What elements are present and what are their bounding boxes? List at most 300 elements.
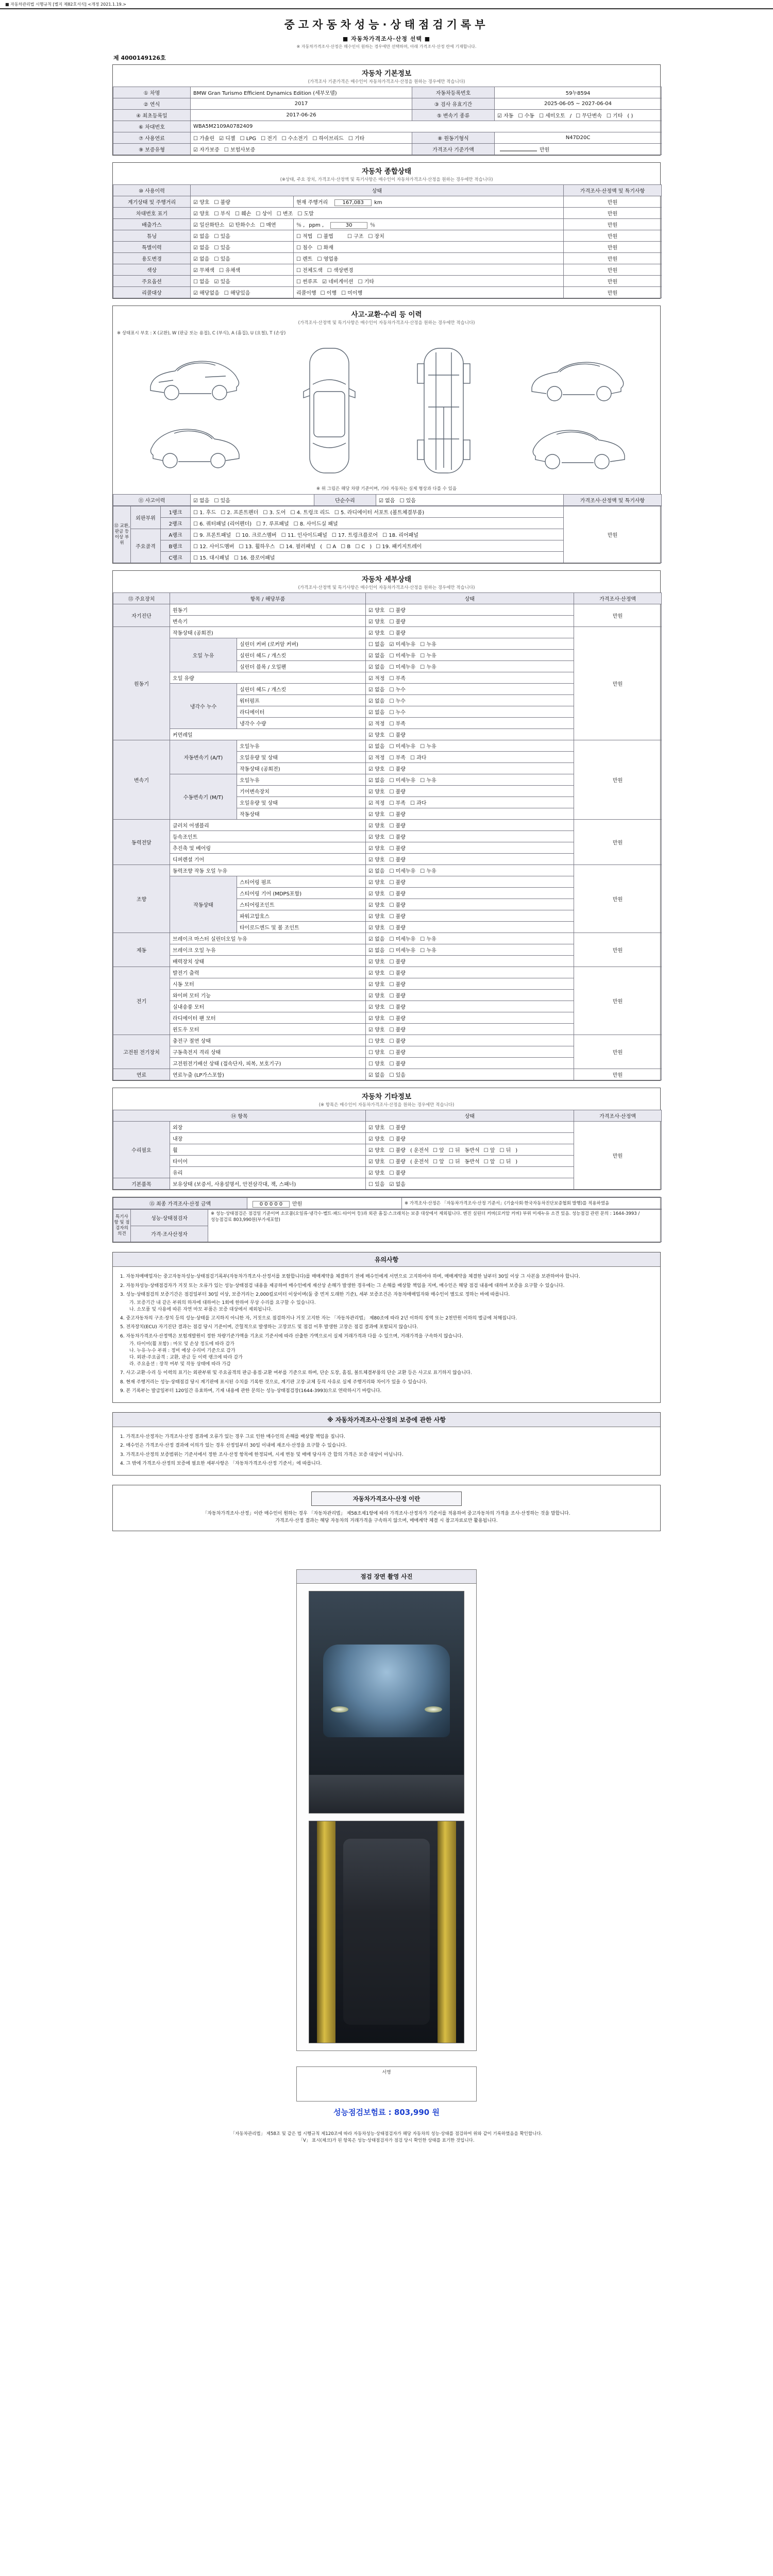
- checkbox-option[interactable]: ☐ 불량: [389, 1171, 406, 1176]
- notice-item: 4. 중고자동차의 구조·장치 등의 성능·상태를 고지하지 아니한 자, 거짓으로 점검하거나 거짓 고지한 자는 「자동차관리법」 제80조에 따라 2년 이하의 징역 또는 2천만원 이하의 벌금에 처해집니다.: [120, 1315, 517, 1321]
- checkbox-option[interactable]: ☐ 불량: [389, 1125, 406, 1131]
- checkbox-option[interactable]: ☐ 부족: [389, 676, 406, 682]
- table-row: [113, 933, 662, 944]
- checkbox-option[interactable]: ☑ 없음: [389, 1182, 406, 1188]
- checkbox-option[interactable]: ☐ 있음: [214, 498, 230, 504]
- table-row: [113, 132, 662, 144]
- checkbox-option[interactable]: ☐ 불량: [389, 1016, 406, 1022]
- value-cell: [294, 276, 564, 287]
- car-top-view: [298, 344, 360, 477]
- checkbox-option[interactable]: ☐ 불량: [389, 1148, 406, 1154]
- checkbox-option[interactable]: ☑ 해당없음: [193, 291, 220, 296]
- value-cell: [366, 842, 574, 854]
- value-cell: [366, 820, 574, 831]
- value-cell: 만원: [564, 287, 662, 298]
- value-cell: [191, 144, 412, 155]
- checkbox-option[interactable]: ☐ 변조: [276, 211, 293, 217]
- value-cell: [366, 650, 574, 661]
- checkbox-option[interactable]: ☑ 자동: [497, 113, 514, 119]
- checkbox-option[interactable]: ☑ 양호: [368, 846, 385, 852]
- checkbox-option[interactable]: ☐ 뒤: [448, 1159, 460, 1165]
- checkbox-option[interactable]: ☐ 누유: [420, 948, 436, 954]
- value-cell: [366, 661, 574, 672]
- checkbox-option[interactable]: ☐ 해당있음: [224, 291, 250, 296]
- checkbox-option[interactable]: ☑ 양호: [368, 1148, 385, 1154]
- checkbox-option[interactable]: ☐ 누유: [420, 869, 436, 874]
- value-cell: 워터펌프: [237, 695, 366, 706]
- value-box: 167,083: [334, 199, 372, 206]
- checkbox-option[interactable]: ☑ 양호: [368, 959, 385, 965]
- inline-text: ppm ,: [309, 222, 324, 228]
- checkbox-option[interactable]: ☐ 불법: [317, 234, 333, 240]
- checkbox-option[interactable]: ☑ 없음: [368, 1073, 385, 1078]
- value-cell: [366, 1058, 574, 1069]
- checkbox-option[interactable]: ☑ 양호: [193, 200, 210, 206]
- inline-text: (: [320, 544, 323, 550]
- value-cell: 만원: [574, 627, 662, 740]
- checkbox-option[interactable]: ☐ 세미오토: [539, 113, 565, 119]
- checkbox-option[interactable]: ☑ 없음: [193, 234, 210, 240]
- label-cell: 자동차등록번호: [412, 87, 495, 98]
- checkbox-option[interactable]: ☑ 적정: [368, 721, 385, 727]
- value-cell: [366, 1069, 574, 1080]
- table-row: [113, 1122, 662, 1133]
- checkbox-option[interactable]: ☑ 없음: [368, 869, 385, 874]
- value-cell: 스티어링조인트: [237, 899, 366, 910]
- checkbox-option[interactable]: ☐ 이행: [320, 291, 337, 296]
- checkbox-option[interactable]: ☐ 색상변경: [327, 268, 354, 274]
- checkbox-option[interactable]: ☐ 불량: [389, 631, 406, 636]
- checkbox-option[interactable]: ☐ 불량: [389, 880, 406, 886]
- inline-text: ％ ,: [296, 222, 305, 228]
- notice-subitem: 나. 소모품 및 사용에 따른 자연 마모 부품은 보증 대상에서 제외됩니다.: [129, 1307, 273, 1312]
- checkbox-option[interactable]: ☑ 양호: [368, 891, 385, 897]
- checkbox-option[interactable]: ☐ 뒤: [499, 1148, 511, 1154]
- value-cell: [366, 638, 574, 650]
- checkbox-option[interactable]: ☐ 유채색: [219, 268, 241, 274]
- checkbox-option[interactable]: ☑ 없음: [368, 710, 385, 716]
- checkbox-option[interactable]: ☑ 디젤: [219, 136, 236, 142]
- checkbox-option[interactable]: ☐ 불량: [389, 1005, 406, 1010]
- checkbox-option[interactable]: ☐ 앞: [483, 1148, 495, 1154]
- checkbox-option[interactable]: ☐ 양호: [368, 1039, 385, 1044]
- value-cell: [366, 1001, 574, 1012]
- checkbox-option[interactable]: ☑ 양호: [368, 1159, 385, 1165]
- checkbox-option[interactable]: ☐ 14. 필러패널: [279, 544, 316, 550]
- checkbox-option[interactable]: ☐ 무단변속: [576, 113, 602, 119]
- checkbox-option[interactable]: ☑ 없음: [368, 948, 385, 954]
- checkbox-option[interactable]: ☑ 양호: [368, 971, 385, 976]
- value-cell: 오일유량 및 상태: [237, 797, 366, 808]
- checkbox-option[interactable]: ☑ 양호: [368, 733, 385, 738]
- checkbox-option[interactable]: ☐ 누유: [420, 744, 436, 750]
- checkbox-option[interactable]: ☐ 보험사보증: [224, 147, 256, 153]
- checkbox-option[interactable]: ☐ 4. 트렁크 리드: [290, 510, 330, 516]
- value-cell: 휠: [170, 1144, 366, 1156]
- checkbox-option[interactable]: ☑ 양호: [368, 1005, 385, 1010]
- checkbox-option[interactable]: ☐ 불량: [389, 959, 406, 965]
- checkbox-option[interactable]: ☐ 누유: [420, 642, 436, 648]
- value-cell: [366, 1144, 574, 1156]
- checkbox-option[interactable]: ☐ 화재: [317, 245, 333, 251]
- checkbox-option[interactable]: ☐ 13. 휠하우스: [239, 544, 275, 550]
- checkbox-option[interactable]: ☐ 앞: [483, 1159, 495, 1165]
- checkbox-option[interactable]: ☑ 적정: [368, 676, 385, 682]
- value-cell: 만원: [574, 865, 662, 933]
- checkbox-option[interactable]: ☐ 가솔린: [193, 136, 215, 142]
- value-cell: 추진축 및 베어링: [170, 842, 366, 854]
- label-cell: ⑨ 보증유형: [113, 144, 191, 155]
- checkbox-option[interactable]: ☐ 영업용: [317, 257, 339, 262]
- value-cell: [294, 230, 564, 242]
- checkbox-option[interactable]: ☐ 침수: [296, 245, 313, 251]
- checkbox-option[interactable]: ☑ 일산화탄소: [193, 223, 225, 228]
- value-cell: [294, 242, 564, 253]
- checkbox-option[interactable]: ☐ 불량: [389, 812, 406, 818]
- checkbox-option[interactable]: ☐ 불량: [389, 891, 406, 897]
- value-cell: 고전원전기배선 상태 (접속단자, 피복, 보호기구): [170, 1058, 366, 1069]
- label-cell: 2랭크: [161, 518, 191, 529]
- checkbox-option[interactable]: ☐ 뒤: [448, 1148, 460, 1154]
- checkbox-option[interactable]: ☐ 9. 프론트패널: [193, 533, 231, 538]
- checkbox-option[interactable]: ☐ 누유: [420, 665, 436, 670]
- value-cell: 브레이크 마스터 실린더오일 누유: [170, 933, 366, 944]
- checkbox-option[interactable]: ☐ 전체도색: [296, 268, 323, 274]
- checkbox-option[interactable]: ☐ 15. 대시패널: [193, 555, 229, 561]
- checkbox-option[interactable]: ☑ 자가보증: [193, 147, 220, 153]
- label-cell: ② 연식: [113, 98, 191, 110]
- accident-history-table: [113, 494, 662, 506]
- checkbox-option[interactable]: ☐ 없음: [193, 279, 210, 285]
- checkbox-option[interactable]: ☐ 썬루프: [296, 279, 318, 285]
- value-cell: [366, 899, 574, 910]
- checkbox-option[interactable]: ☐ 누수: [389, 699, 406, 704]
- checkbox-option[interactable]: ☐ LPG: [240, 136, 257, 142]
- checkbox-option[interactable]: ☐ 도말: [297, 211, 314, 217]
- checkbox-option[interactable]: ☐ 불량: [389, 1061, 406, 1067]
- checkbox-option[interactable]: ☑ 적정: [368, 755, 385, 761]
- checkbox-option[interactable]: ☐ 렌트: [296, 257, 313, 262]
- definition-line: 가격조사·산정 결과는 해당 자동차의 거래가격을 구속하지 않으며, 매매계약 체결 시 참고자료로만 활용됩니다.: [275, 1518, 498, 1523]
- checkbox-option[interactable]: ☐ 수동: [518, 113, 534, 119]
- checkbox-option[interactable]: ☐ 장치: [368, 234, 384, 240]
- checkbox-option[interactable]: ☑ 네비게이션: [322, 279, 354, 285]
- value-cell: [294, 196, 564, 208]
- value-cell: 타이어: [170, 1156, 366, 1167]
- checkbox-option[interactable]: ☐ 부족: [389, 721, 406, 727]
- label-cell: 변속기: [113, 740, 170, 820]
- car-diagram-right-column: [527, 346, 630, 475]
- value-cell: [294, 287, 564, 298]
- checkbox-option[interactable]: ☐ 불량: [389, 823, 406, 829]
- checkbox-option[interactable]: ☑ 없음: [368, 665, 385, 670]
- checkbox-option[interactable]: ☑ 양호: [368, 903, 385, 908]
- checkbox-option[interactable]: ☑ 양호: [368, 993, 385, 999]
- checkbox-option[interactable]: ☐ 누유: [420, 778, 436, 784]
- signature-box[interactable]: [296, 2066, 477, 2102]
- checkbox-option[interactable]: ☐ 12. 사이드멤버: [193, 544, 234, 550]
- checkbox-option[interactable]: ☑ 양호: [368, 631, 385, 636]
- table-row: [113, 1198, 662, 1209]
- form-reference: [0, 0, 773, 9]
- checkbox-option[interactable]: ☐ 불량: [389, 1159, 406, 1165]
- checkbox-option[interactable]: ☐ 불량: [389, 914, 406, 920]
- table-row: [113, 264, 662, 276]
- photos-title: 점검 장면 촬영 사진: [297, 1570, 476, 1584]
- checkbox-option[interactable]: ☐ 3. 도어: [263, 510, 286, 516]
- checkbox-option[interactable]: ☐ 양호: [368, 1050, 385, 1056]
- label-cell: 연료: [113, 1069, 170, 1080]
- checkbox-option[interactable]: ☐ 수소전기: [281, 136, 308, 142]
- checkbox-option[interactable]: ☐ 불량: [389, 767, 406, 772]
- checkbox-option[interactable]: ☑ 양호: [368, 835, 385, 840]
- checkbox-option[interactable]: ☐ 불량: [389, 971, 406, 976]
- checkbox-option[interactable]: ☐ 미세누유: [389, 869, 416, 874]
- checkbox-option[interactable]: ☐ 누수: [389, 687, 406, 693]
- checkbox-option[interactable]: ☐ 과다: [410, 801, 427, 806]
- table-row: [113, 87, 662, 98]
- section-detail-condition: [112, 570, 661, 1081]
- notice-subitem: 다. 외판·주요골격 : 교환, 판금 등 이력 랭크에 따라 감가: [129, 1355, 243, 1360]
- inspector-opinion-table: [113, 1209, 662, 1242]
- value-cell: [191, 208, 564, 219]
- value-cell: [366, 956, 574, 967]
- value-box: 30: [330, 222, 367, 229]
- checkbox-option[interactable]: ☑ 없음: [368, 778, 385, 784]
- checkbox-option[interactable]: ☐ 불량: [389, 903, 406, 908]
- car-underbody-view: [413, 344, 475, 477]
- inline-text: km: [374, 199, 382, 206]
- value-cell: 만원: [564, 264, 662, 276]
- checkbox-option[interactable]: ☐ 불량: [389, 608, 406, 614]
- checkbox-option[interactable]: ☐ 있음: [368, 1182, 385, 1188]
- checkbox-option[interactable]: ☐ 양호: [368, 1061, 385, 1067]
- checkbox-option[interactable]: ☐ 미이행: [341, 291, 363, 296]
- table-row: [113, 98, 662, 110]
- checkbox-option[interactable]: ☐ 있음: [389, 1073, 406, 1078]
- value-box: [500, 150, 537, 151]
- checkbox-option[interactable]: ☑ 없음: [193, 245, 210, 251]
- checkbox-option[interactable]: ☐ 불량: [389, 1039, 406, 1044]
- checkbox-option[interactable]: ☑ 양호: [368, 857, 385, 863]
- checkbox-option[interactable]: ☑ 탄화수소: [229, 223, 256, 228]
- table-row: [113, 740, 662, 752]
- value-cell: 기어변속장치: [237, 786, 366, 797]
- label-cell: C랭크: [161, 552, 191, 563]
- value-cell: [294, 219, 564, 230]
- checkbox-option[interactable]: ☑ 양호: [368, 1027, 385, 1033]
- checkbox-option[interactable]: ☐ 기타: [348, 136, 365, 142]
- checkbox-option[interactable]: ☐ 기타: [606, 113, 623, 119]
- checkbox-option[interactable]: ☐ 전기: [261, 136, 277, 142]
- checkbox-option[interactable]: ☐ 불량: [389, 1027, 406, 1033]
- value-cell: [366, 1178, 574, 1190]
- checkbox-option[interactable]: ☑ 없음: [368, 937, 385, 942]
- checkbox-option[interactable]: ☑ 양호: [368, 823, 385, 829]
- label-cell: 항목 / 해당부품: [170, 593, 366, 604]
- checkbox-option[interactable]: ☑ 양호: [368, 880, 385, 886]
- checkbox-option[interactable]: ☐ 미세누유: [389, 653, 416, 659]
- checkbox-option[interactable]: ☐ 미세누유: [389, 948, 416, 954]
- checkbox-option[interactable]: ☐ 불량: [389, 835, 406, 840]
- checkbox-option[interactable]: ☐ 불량: [389, 733, 406, 738]
- checkbox-option[interactable]: ☑ 양호: [368, 1125, 385, 1131]
- value-cell: 만원: [564, 196, 662, 208]
- checkbox-option[interactable]: ☐ 미세누유: [389, 937, 416, 942]
- checkbox-option[interactable]: ☑ 적정: [368, 801, 385, 806]
- checkbox-option[interactable]: ☐ 불량: [389, 925, 406, 931]
- checkbox-option[interactable]: ☑ 양호: [368, 767, 385, 772]
- checkbox-option[interactable]: ☐ 미세누유: [389, 744, 416, 750]
- photo-headlight-left: [331, 1706, 348, 1713]
- checkbox-option[interactable]: ☐ 불량: [389, 789, 406, 795]
- checkbox-option[interactable]: ☐ 1. 후드: [193, 510, 216, 516]
- value-cell: 파워고압호스: [237, 910, 366, 922]
- value-cell: 실린더 커버 (로커암 커버): [237, 638, 366, 650]
- checkbox-option[interactable]: ☐ 불량: [389, 982, 406, 988]
- label-cell: 특기사항 및 점검자의 의견: [113, 1210, 131, 1242]
- checkbox-option[interactable]: ☑ 있음: [214, 279, 230, 285]
- notice-box: [112, 1252, 661, 1403]
- checkbox-option[interactable]: ☐ 있음: [214, 257, 230, 262]
- checkbox-option[interactable]: ☐ 2. 프론트펜더: [221, 510, 259, 516]
- label-cell: 수리필요: [113, 1122, 170, 1178]
- checkbox-option[interactable]: ☐ C: [355, 544, 365, 550]
- checkbox-option[interactable]: ☐ 19. 패키지트레이: [376, 544, 422, 550]
- value-cell: [366, 808, 574, 820]
- checkbox-option[interactable]: ☐ B: [341, 544, 351, 550]
- checkbox-option[interactable]: ☑ 양호: [368, 982, 385, 988]
- final-price-table: [113, 1197, 662, 1209]
- checkbox-option[interactable]: ☐ 불량: [214, 200, 230, 206]
- label-cell: 전기: [113, 967, 170, 1035]
- checkbox-option[interactable]: ☑ 없음: [368, 699, 385, 704]
- checkbox-option[interactable]: ☐ 미세누유: [389, 665, 416, 670]
- checkbox-option[interactable]: ☐ 앞: [433, 1159, 444, 1165]
- checkbox-option[interactable]: ☑ 양호: [368, 925, 385, 931]
- checkbox-option[interactable]: ☐ 기타: [358, 279, 375, 285]
- value-cell: [366, 990, 574, 1001]
- checkbox-option[interactable]: ☐ 부족: [389, 755, 406, 761]
- checkbox-option[interactable]: ☐ 불량: [389, 993, 406, 999]
- checkbox-option[interactable]: ☑ 없음: [368, 653, 385, 659]
- checkbox-option[interactable]: ☑ 양호: [193, 211, 210, 217]
- checkbox-option[interactable]: ☐ 상이: [256, 211, 272, 217]
- label-cell: ⑫ 교환, 판금 등 이상 부위: [113, 506, 131, 563]
- value-cell: 작동상태 (공회전): [237, 763, 366, 774]
- label-cell: 수동변속기 (M/T): [170, 774, 237, 820]
- label-cell: 상태: [366, 593, 574, 604]
- section-etc-info: [112, 1088, 661, 1190]
- checkbox-option[interactable]: ☐ 10. 크로스멤버: [236, 533, 277, 538]
- checkbox-option[interactable]: ☐ 불량: [389, 846, 406, 852]
- notice-item: 9. 본 기록부는 발급일부터 120일간 유효하며, 기재 내용에 관한 문의는 성능·상태점검장(1644-3993)으로 연락하시기 바랍니다.: [120, 1388, 382, 1394]
- checkbox-option[interactable]: ☐ 7. 루프패널: [256, 521, 289, 527]
- checkbox-option[interactable]: ☐ 6. 쿼터패널 (리어펜더): [193, 521, 252, 527]
- checkbox-option[interactable]: ☐ 11. 인사이드패널: [281, 533, 327, 538]
- checkbox-option[interactable]: ☐ 불량: [389, 1137, 406, 1142]
- checkbox-option[interactable]: ☐ 훼손: [234, 211, 251, 217]
- checkbox-option[interactable]: ☐ 5. 라디에이터 서포트 (볼트체결부품): [334, 510, 425, 516]
- checkbox-option[interactable]: ☑ 양호: [368, 914, 385, 920]
- photo-lift-floor: [309, 1775, 464, 1812]
- car-diagrams: [113, 337, 660, 484]
- value-cell: 유리: [170, 1167, 366, 1178]
- checkbox-option[interactable]: ☐ 뒤: [499, 1159, 511, 1165]
- checkbox-option[interactable]: ☑ 없음: [368, 687, 385, 693]
- checkbox-option[interactable]: ☐ 8. 사이드실 패널: [293, 521, 338, 527]
- label-cell: 단순수리: [314, 495, 376, 506]
- car-diagram-left-column: [143, 346, 246, 475]
- checkbox-option[interactable]: ☑ 미세누유: [389, 642, 416, 648]
- table-row: [113, 967, 662, 978]
- checkbox-option[interactable]: ☐ 부족: [389, 801, 406, 806]
- table-row: [113, 121, 662, 132]
- checkbox-option[interactable]: ☑ 양호: [368, 619, 385, 625]
- label-cell: ⑧ 원동기형식: [412, 132, 495, 144]
- checkbox-option[interactable]: ☑ 없음: [193, 257, 210, 262]
- checkbox-option[interactable]: ☐ 누유: [420, 937, 436, 942]
- label-cell: ⑬ 주요장치: [113, 593, 170, 604]
- document-number: 제 4000149126호: [113, 55, 166, 61]
- checkbox-option[interactable]: ☐ 미세누유: [389, 778, 416, 784]
- checkbox-option[interactable]: ☐ 누유: [420, 653, 436, 659]
- checkbox-option[interactable]: ☐ 없음: [368, 642, 385, 648]
- table-row: [113, 865, 662, 876]
- checkbox-option[interactable]: ☑ 없음: [379, 498, 395, 504]
- table-row: [113, 219, 662, 230]
- notice-body: [113, 1267, 660, 1402]
- checkbox-option[interactable]: ☐ 16. 플로어패널: [233, 555, 275, 561]
- checkbox-option[interactable]: ☐ 있음: [399, 498, 416, 504]
- checkbox-option[interactable]: ☑ 양호: [368, 1016, 385, 1022]
- checkbox-option[interactable]: ☐ 매연: [260, 223, 276, 228]
- table-row: [113, 253, 662, 264]
- value-cell: 만원: [574, 1035, 662, 1069]
- signature-label: 서명: [382, 2070, 391, 2075]
- checkbox-option[interactable]: ☐ 구조: [347, 234, 364, 240]
- checkbox-option[interactable]: ☑ 양호: [368, 1137, 385, 1142]
- checkbox-option[interactable]: ☑ 무채색: [193, 268, 215, 274]
- checkbox-option[interactable]: ☐ 과다: [410, 755, 427, 761]
- label-cell: B랭크: [161, 540, 191, 552]
- checkbox-option[interactable]: ☐ 18. 리어패널: [382, 533, 418, 538]
- checkbox-option[interactable]: ☑ 양호: [368, 1171, 385, 1176]
- checkbox-option[interactable]: ☐ 17. 트렁크플로어: [331, 533, 378, 538]
- value-cell: [366, 967, 574, 978]
- checkbox-option[interactable]: ☑ 양호: [368, 812, 385, 818]
- checkbox-option[interactable]: ☐ 앞: [433, 1148, 444, 1154]
- checkbox-option[interactable]: ☑ 없음: [368, 744, 385, 750]
- car-side-view-right: [527, 414, 630, 475]
- checkbox-option[interactable]: ☐ 하이브리드: [312, 136, 344, 142]
- checkbox-option[interactable]: ☑ 양호: [368, 789, 385, 795]
- checkbox-option[interactable]: ☐ 부식: [214, 211, 230, 217]
- checkbox-option[interactable]: ☐ 불량: [389, 857, 406, 863]
- checkbox-option[interactable]: ☑ 양호: [368, 608, 385, 614]
- checkbox-option[interactable]: ☐ 누수: [389, 710, 406, 716]
- checkbox-option[interactable]: ☑ 없음: [193, 498, 210, 504]
- checkbox-option[interactable]: ☐ A: [326, 544, 337, 550]
- checkbox-option[interactable]: ☐ 불량: [389, 619, 406, 625]
- label-cell: ⑦ 사용연료: [113, 132, 191, 144]
- value-cell: N47D20C: [495, 132, 662, 144]
- checkbox-option[interactable]: ☐ 불량: [389, 1050, 406, 1056]
- photo-underbody: [343, 1839, 430, 2025]
- checkbox-option[interactable]: ☐ 있음: [214, 245, 230, 251]
- checkbox-option[interactable]: ☐ 적법: [296, 234, 313, 240]
- checkbox-option[interactable]: ☐ 있음: [214, 234, 230, 240]
